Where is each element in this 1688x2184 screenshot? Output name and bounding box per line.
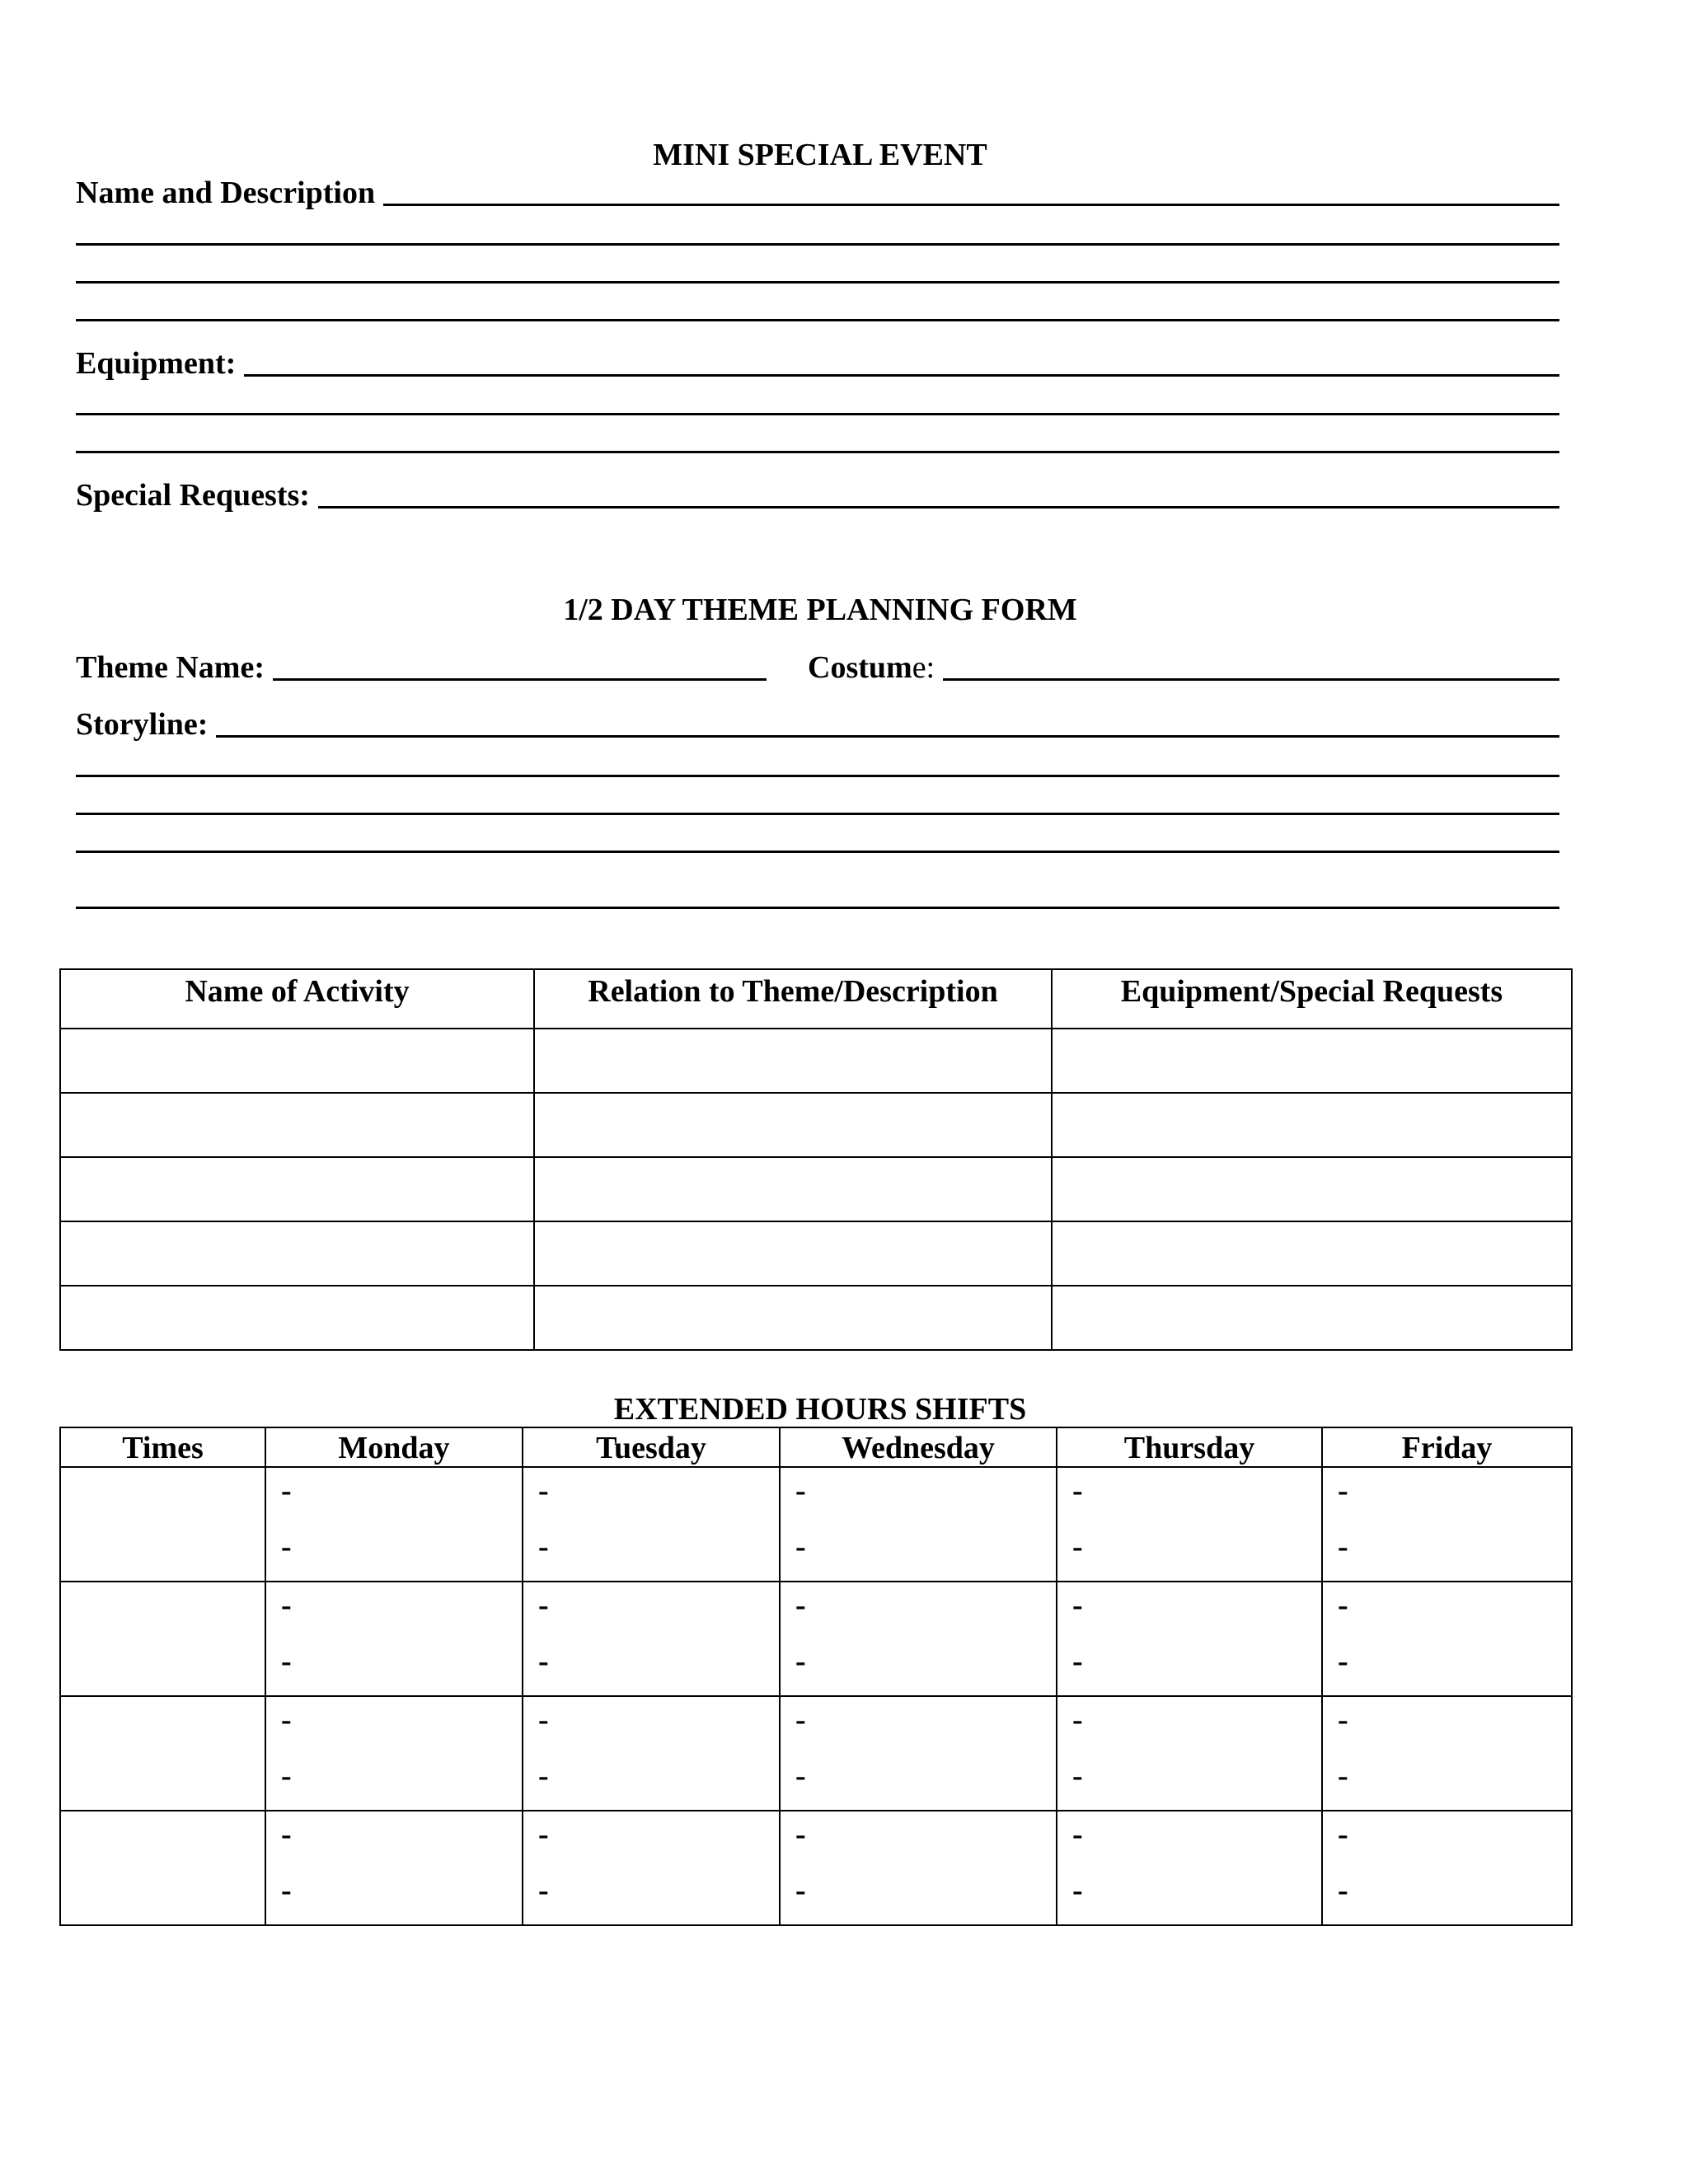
shifts-table bbox=[59, 1427, 1573, 1926]
shift-dash: - bbox=[1338, 1817, 1348, 1852]
relation-cell[interactable] bbox=[534, 1221, 1052, 1286]
table-row bbox=[60, 1157, 1572, 1221]
shift-dash: - bbox=[538, 1873, 549, 1908]
shift-dash: - bbox=[281, 1588, 292, 1623]
shift-cell-monday[interactable] bbox=[265, 1811, 523, 1925]
shift-dash: - bbox=[795, 1530, 806, 1564]
shift-dash: - bbox=[281, 1703, 292, 1737]
shift-cell-wednesday[interactable] bbox=[780, 1582, 1057, 1696]
shift-dash: - bbox=[538, 1644, 549, 1679]
shift-cell-tuesday[interactable] bbox=[523, 1582, 780, 1696]
shift-dash: - bbox=[795, 1873, 806, 1908]
table-row bbox=[60, 1286, 1572, 1350]
shift-dash: - bbox=[795, 1759, 806, 1793]
relation-cell[interactable] bbox=[534, 1029, 1052, 1093]
equipment-cell[interactable] bbox=[1052, 1157, 1572, 1221]
storyline-line[interactable] bbox=[216, 735, 1559, 738]
equipment-label: Equipment: bbox=[76, 346, 237, 381]
equipment-cell[interactable] bbox=[1052, 1286, 1572, 1350]
shift-cell-monday[interactable] bbox=[265, 1696, 523, 1811]
storyline-line-4[interactable] bbox=[76, 851, 1559, 853]
equipment-cell[interactable] bbox=[1052, 1221, 1572, 1286]
shift-cell-friday[interactable] bbox=[1322, 1696, 1572, 1811]
shift-dash: - bbox=[538, 1703, 549, 1737]
activity-table bbox=[59, 968, 1573, 1351]
shift-header-times: Times bbox=[60, 1427, 265, 1467]
shift-dash: - bbox=[538, 1588, 549, 1623]
activity-header-relation: Relation to Theme/Description bbox=[534, 969, 1052, 1029]
relation-cell[interactable] bbox=[534, 1093, 1052, 1157]
shift-header-tuesday: Tuesday bbox=[523, 1427, 780, 1467]
description-line-3[interactable] bbox=[76, 281, 1559, 284]
name-description-line[interactable] bbox=[383, 204, 1559, 206]
storyline-line-2[interactable] bbox=[76, 775, 1559, 777]
activity-cell[interactable] bbox=[60, 1221, 534, 1286]
shift-dash: - bbox=[1072, 1703, 1083, 1737]
activity-header-name: Name of Activity bbox=[60, 969, 534, 1029]
shift-cell-thursday[interactable] bbox=[1057, 1696, 1322, 1811]
shift-dash: - bbox=[795, 1588, 806, 1623]
shift-dash: - bbox=[1338, 1644, 1348, 1679]
shift-cell-friday[interactable] bbox=[1322, 1467, 1572, 1582]
costume-label: Costume: bbox=[808, 650, 935, 685]
equipment-cell[interactable] bbox=[1052, 1029, 1572, 1093]
shift-dash: - bbox=[538, 1530, 549, 1564]
shift-dash: - bbox=[1338, 1588, 1348, 1623]
shift-dash: - bbox=[281, 1474, 292, 1508]
activity-cell[interactable] bbox=[60, 1157, 534, 1221]
shift-cell-tuesday[interactable] bbox=[523, 1811, 780, 1925]
shift-dash: - bbox=[1072, 1873, 1083, 1908]
shift-time-cell[interactable] bbox=[60, 1582, 265, 1696]
special-requests-field[interactable] bbox=[76, 474, 1559, 513]
shift-dash: - bbox=[281, 1644, 292, 1679]
activity-cell[interactable] bbox=[60, 1029, 534, 1093]
special-requests-label: Special Requests: bbox=[76, 478, 310, 513]
shift-cell-monday[interactable] bbox=[265, 1582, 523, 1696]
storyline-field[interactable] bbox=[76, 703, 1559, 743]
shift-dash: - bbox=[795, 1703, 806, 1737]
shift-dash: - bbox=[281, 1873, 292, 1908]
shift-dash: - bbox=[795, 1817, 806, 1852]
shift-dash: - bbox=[538, 1759, 549, 1793]
shift-dash: - bbox=[1072, 1644, 1083, 1679]
theme-name-field[interactable] bbox=[76, 646, 767, 686]
table-row bbox=[60, 1221, 1572, 1286]
shift-cell-tuesday[interactable] bbox=[523, 1696, 780, 1811]
shift-dash: - bbox=[1338, 1759, 1348, 1793]
storyline-line-5[interactable] bbox=[76, 907, 1559, 909]
mini-special-event-title: MINI SPECIAL EVENT bbox=[653, 138, 987, 172]
theme-name-label: Theme Name: bbox=[76, 650, 265, 685]
costume-field[interactable] bbox=[808, 646, 1559, 686]
shift-dash: - bbox=[1072, 1530, 1083, 1564]
name-description-field[interactable] bbox=[76, 171, 1559, 211]
shift-header-thursday: Thursday bbox=[1057, 1427, 1322, 1467]
shift-cell-tuesday[interactable] bbox=[523, 1467, 780, 1582]
shift-cell-thursday[interactable] bbox=[1057, 1811, 1322, 1925]
shift-dash: - bbox=[1338, 1703, 1348, 1737]
description-line-2[interactable] bbox=[76, 243, 1559, 246]
theme-name-line[interactable] bbox=[273, 678, 767, 681]
shift-dash: - bbox=[1072, 1759, 1083, 1793]
activity-cell[interactable] bbox=[60, 1093, 534, 1157]
shift-dash: - bbox=[538, 1817, 549, 1852]
table-row bbox=[60, 1467, 1572, 1582]
table-row bbox=[60, 1811, 1572, 1925]
shift-dash: - bbox=[1338, 1873, 1348, 1908]
equipment-line-3[interactable] bbox=[76, 451, 1559, 453]
shift-cell-wednesday[interactable] bbox=[780, 1811, 1057, 1925]
shift-cell-thursday[interactable] bbox=[1057, 1582, 1322, 1696]
activity-cell[interactable] bbox=[60, 1286, 534, 1350]
storyline-line-3[interactable] bbox=[76, 813, 1559, 815]
shift-dash: - bbox=[281, 1817, 292, 1852]
shift-time-cell[interactable] bbox=[60, 1696, 265, 1811]
description-line-4[interactable] bbox=[76, 319, 1559, 321]
shift-dash: - bbox=[1072, 1474, 1083, 1508]
shift-header-monday: Monday bbox=[265, 1427, 523, 1467]
shift-dash: - bbox=[281, 1530, 292, 1564]
storyline-label: Storyline: bbox=[76, 707, 209, 742]
shift-cell-wednesday[interactable] bbox=[780, 1696, 1057, 1811]
shift-header-friday: Friday bbox=[1322, 1427, 1572, 1467]
costume-line[interactable] bbox=[943, 678, 1559, 681]
shift-cell-friday[interactable] bbox=[1322, 1811, 1572, 1925]
relation-cell[interactable] bbox=[534, 1286, 1052, 1350]
shift-header-wednesday: Wednesday bbox=[780, 1427, 1057, 1467]
table-row bbox=[60, 1582, 1572, 1696]
table-row bbox=[60, 1093, 1572, 1157]
equipment-field[interactable] bbox=[76, 342, 1559, 382]
name-description-label: Name and Description bbox=[76, 176, 376, 210]
shift-time-cell[interactable] bbox=[60, 1467, 265, 1582]
shift-dash: - bbox=[1072, 1588, 1083, 1623]
theme-planning-title: 1/2 DAY THEME PLANNING FORM bbox=[563, 593, 1077, 627]
shift-dash: - bbox=[1338, 1530, 1348, 1564]
shift-cell-wednesday[interactable] bbox=[780, 1467, 1057, 1582]
shift-cell-thursday[interactable] bbox=[1057, 1467, 1322, 1582]
table-row bbox=[60, 1696, 1572, 1811]
special-requests-line[interactable] bbox=[318, 506, 1559, 509]
shift-dash: - bbox=[795, 1474, 806, 1508]
equipment-line[interactable] bbox=[244, 374, 1559, 377]
shift-dash: - bbox=[281, 1759, 292, 1793]
table-row bbox=[60, 1029, 1572, 1093]
extended-hours-title: EXTENDED HOURS SHIFTS bbox=[613, 1392, 1027, 1427]
equipment-line-2[interactable] bbox=[76, 413, 1559, 415]
shift-dash: - bbox=[1072, 1817, 1083, 1852]
shift-time-cell[interactable] bbox=[60, 1811, 265, 1925]
shift-cell-monday[interactable] bbox=[265, 1467, 523, 1582]
activity-header-equipment: Equipment/Special Requests bbox=[1052, 969, 1572, 1029]
shift-cell-friday[interactable] bbox=[1322, 1582, 1572, 1696]
equipment-cell[interactable] bbox=[1052, 1093, 1572, 1157]
shift-dash: - bbox=[538, 1474, 549, 1508]
shift-body bbox=[60, 1467, 1572, 1925]
shift-dash: - bbox=[1338, 1474, 1348, 1508]
relation-cell[interactable] bbox=[534, 1157, 1052, 1221]
shift-dash: - bbox=[795, 1644, 806, 1679]
